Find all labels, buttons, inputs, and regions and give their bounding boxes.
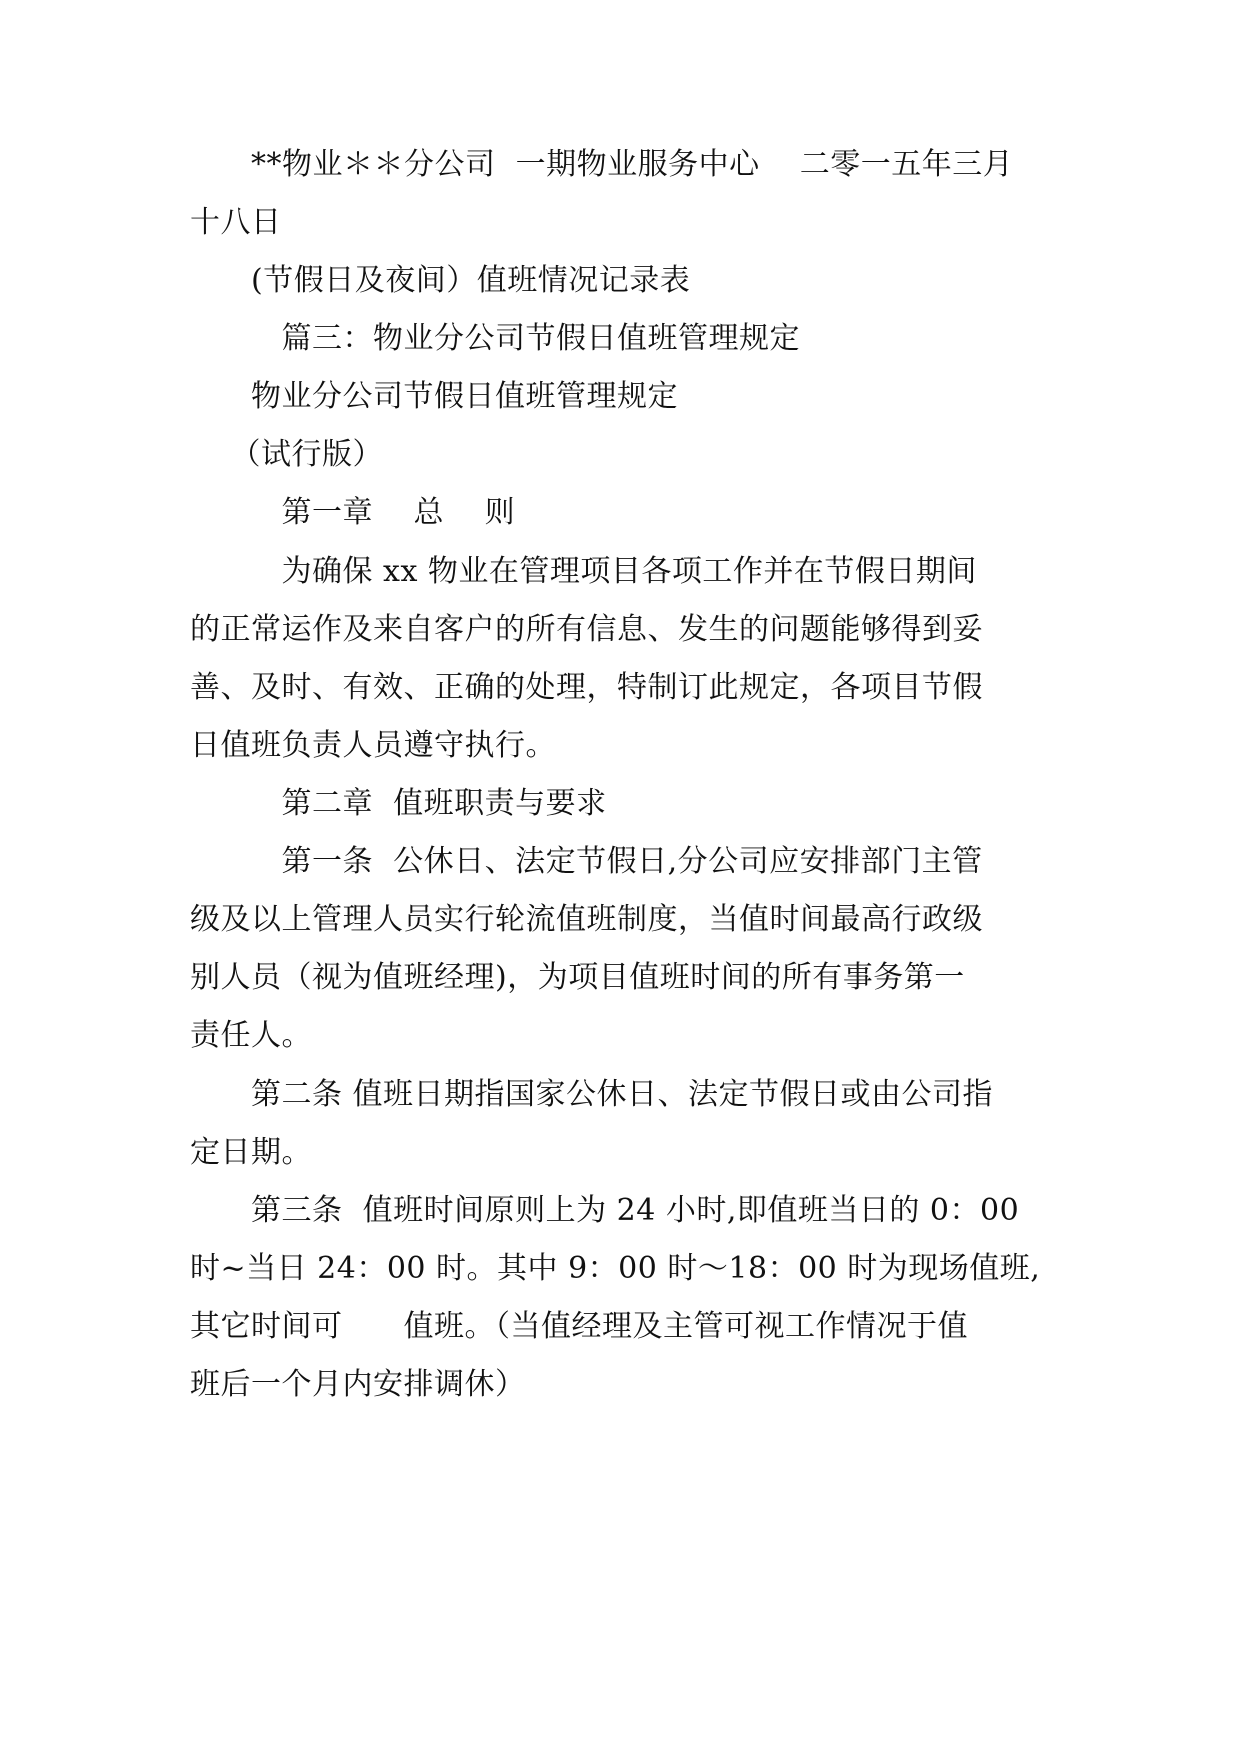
article-three-line: 时~当日 24：00 时。其中 9：00 时～18：00 时为现场值班, xyxy=(190,1251,1041,1286)
article-three-line: 其它时间可 值班。（当值经理及主管可视工作情况于值 xyxy=(190,1309,968,1344)
article-one-line: 别人员（视为值班经理)，为项目值班时间的所有事务第一 xyxy=(190,960,965,995)
paragraph-line: 日值班负责人员遵守执行。 xyxy=(190,728,556,763)
article-one-line: 第一条 公休日、法定节假日,分公司应安排部门主管 xyxy=(190,844,983,879)
paragraph-line: 善、及时、有效、正确的处理，特制订此规定，各项目节假 xyxy=(190,670,983,705)
record-table-title: (节假日及夜间）值班情况记录表 xyxy=(190,263,691,298)
article-two-line: 定日期。 xyxy=(190,1135,312,1170)
paragraph-line: 的正常运作及来自客户的所有信息、发生的问题能够得到妥 xyxy=(190,612,983,647)
article-one-line: 责任人。 xyxy=(190,1018,312,1053)
article-two-line: 第二条 值班日期指国家公休日、法定节假日或由公司指 xyxy=(190,1077,994,1112)
header-line-company-date: **物业＊＊分公司 一期物业服务中心 二零一五年三月 xyxy=(190,147,1014,182)
article-three-line: 班后一个月内安排调休） xyxy=(190,1367,526,1402)
header-line-date-continued: 十八日 xyxy=(190,205,282,240)
article-one-line: 级及以上管理人员实行轮流值班制度，当值时间最高行政级 xyxy=(190,902,983,937)
paragraph-line: 为确保 xx 物业在管理项目各项工作并在节假日期间 xyxy=(190,554,977,589)
section-heading: 篇三：物业分公司节假日值班管理规定 xyxy=(190,321,800,356)
chapter-two-heading: 第二章 值班职责与要求 xyxy=(190,786,607,821)
chapter-one-heading: 第一章 总 则 xyxy=(190,495,516,530)
article-three-line: 第三条 值班时间原则上为 24 小时,即值班当日的 0：00 xyxy=(190,1193,1020,1228)
document-subtitle: （试行版） xyxy=(190,437,384,472)
document-title: 物业分公司节假日值班管理规定 xyxy=(190,379,678,414)
